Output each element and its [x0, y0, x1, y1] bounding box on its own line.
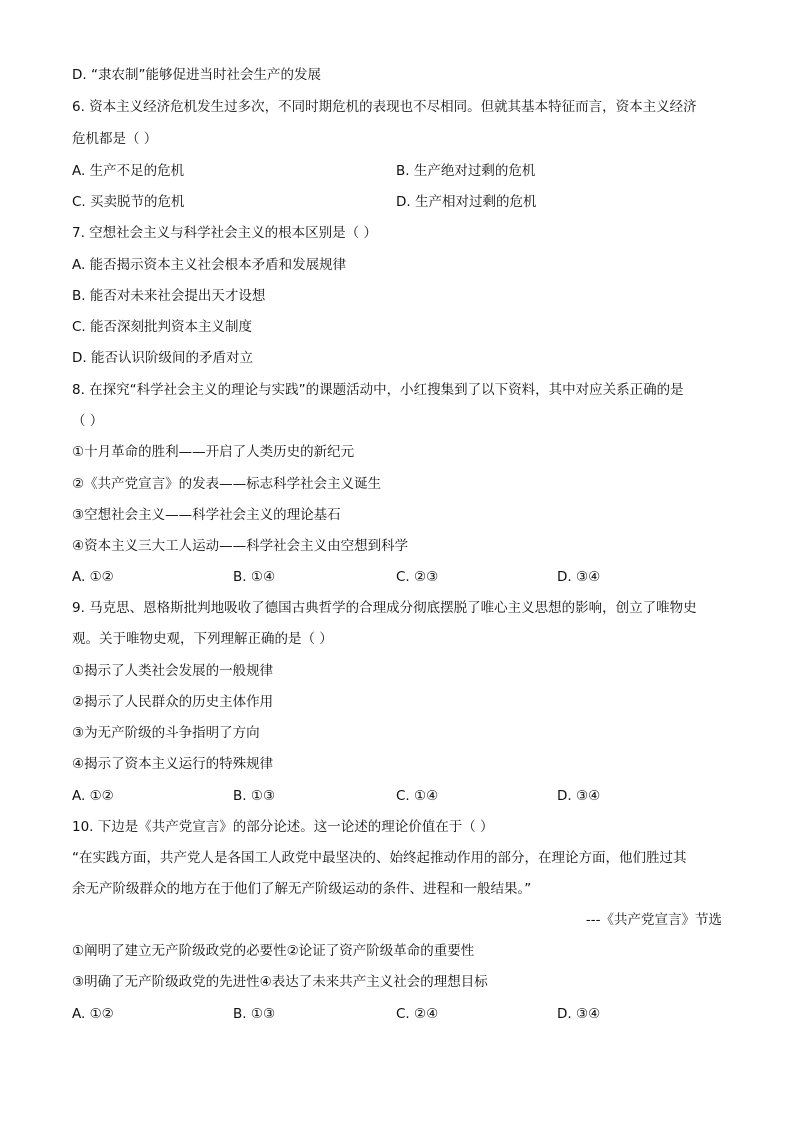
q5-option-d: D. “隶农制”能够促进当时社会生产的发展: [72, 67, 321, 83]
q8-item-4: ④资本主义三大工人运动——科学社会主义由空想到科学: [72, 538, 409, 554]
q9-item-4: ④揭示了资本主义运行的特殊规律: [72, 756, 274, 772]
q8-option-b: B. ①④: [233, 569, 276, 585]
q9-item-1: ①揭示了人类社会发展的一般规律: [72, 663, 274, 679]
q10-option-c: C. ②④: [396, 1006, 439, 1022]
q7-option-c: C. 能否深刻批判资本主义制度: [72, 319, 253, 335]
q6-stem-line2: 危机都是（ ）: [72, 131, 158, 147]
q10-items-line1: ①阐明了建立无产阶级政党的必要性②论证了资产阶级革命的重要性: [72, 943, 475, 959]
q8-option-a: A. ①②: [72, 569, 114, 585]
q8-item-2: ②《共产党宣言》的发表——标志科学社会主义诞生: [72, 476, 382, 492]
q6-option-c: C. 买卖脱节的危机: [72, 194, 185, 210]
q10-option-a: A. ①②: [72, 1006, 114, 1022]
q7-option-d: D. 能否认识阶级间的矛盾对立: [72, 350, 253, 366]
q10-items-line2: ③明确了无产阶级政党的先进性④表达了未来共产主义社会的理想目标: [72, 974, 488, 990]
q9-option-b: B. ①③: [233, 788, 276, 804]
q10-quote-line1: “在实践方面，共产党人是各国工人政党中最坚决的、始终起推动作用的部分，在理论方面，他们胜过其: [72, 850, 687, 866]
q9-item-3: ③为无产阶级的斗争指明了方向: [72, 725, 260, 741]
q9-item-2: ②揭示了人民群众的历史主体作用: [72, 694, 274, 710]
q6-stem-line1: 6. 资本主义经济危机发生过多次，不同时期危机的表现也不尽相同。但就其基本特征而言，资本主义经济: [72, 99, 697, 115]
q10-option-d: D. ③④: [557, 1006, 601, 1022]
q8-option-c: C. ②③: [396, 569, 439, 585]
q10-stem: 10. 下边是《共产党宣言》的部分论述。这一论述的理论价值在于（ ）: [72, 819, 494, 835]
q6-option-d: D. 生产相对过剩的危机: [396, 194, 537, 210]
q6-option-b: B. 生产绝对过剩的危机: [396, 163, 536, 179]
q8-item-1: ①十月革命的胜利——开启了人类历史的新纪元: [72, 444, 355, 460]
q7-option-b: B. 能否对未来社会提出天才设想: [72, 288, 266, 304]
q8-stem-line1: 8. 在探究“科学社会主义的理论与实践”的课题活动中，小红搜集到了以下资料，其中对应关系正确的是: [72, 382, 684, 398]
q9-option-a: A. ①②: [72, 788, 114, 804]
q9-stem-line2: 观。关于唯物史观，下列理解正确的是（ ）: [72, 631, 333, 647]
q10-quote-line2: 余无产阶级群众的地方在于他们了解无产阶级运动的条件、进程和一般结果。”: [72, 881, 532, 897]
q10-quote-source: ---《共产党宣言》节选: [585, 912, 722, 928]
q8-option-d: D. ③④: [557, 569, 601, 585]
q7-option-a: A. 能否揭示资本主义社会根本矛盾和发展规律: [72, 257, 347, 273]
q10-option-b: B. ①③: [233, 1006, 276, 1022]
q8-stem-line2: （ ）: [72, 413, 104, 429]
q9-option-c: C. ①④: [396, 788, 439, 804]
q7-stem: 7. 空想社会主义与科学社会主义的根本区别是（ ）: [72, 225, 377, 241]
q6-option-a: A. 生产不足的危机: [72, 163, 185, 179]
q8-item-3: ③空想社会主义——科学社会主义的理论基石: [72, 507, 341, 523]
q9-option-d: D. ③④: [557, 788, 601, 804]
q9-stem-line1: 9. 马克思、恩格斯批判地吸收了德国古典哲学的合理成分彻底摆脱了唯心主义思想的影响，创立了唯物史: [72, 600, 697, 616]
